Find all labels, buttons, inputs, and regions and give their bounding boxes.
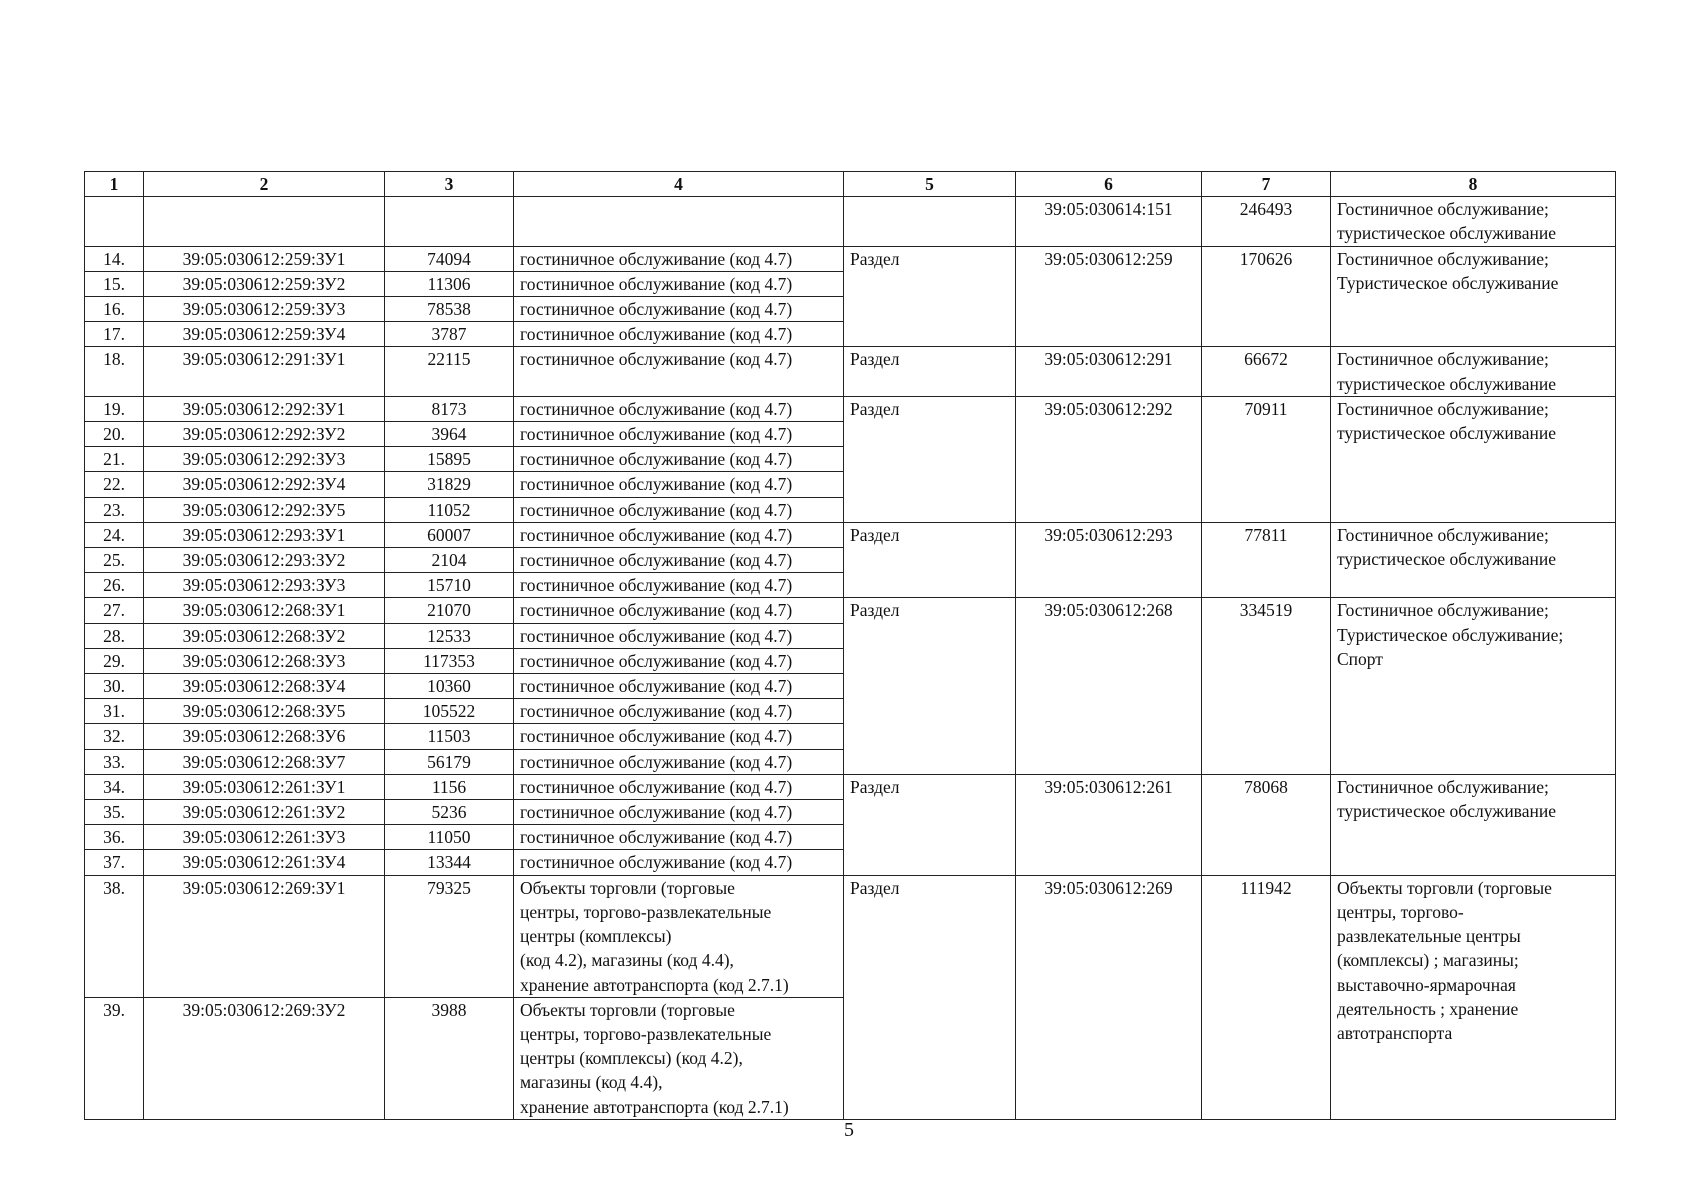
cell-permitted-use [514, 497, 844, 522]
cell-area: 117353 [385, 648, 514, 673]
cell-line: гостиничное обслуживание (код 4.7) [520, 650, 793, 671]
cell-line: гостиничное обслуживание (код 4.7) [520, 474, 793, 495]
cell-row-number: 29. [85, 648, 144, 673]
cell-permitted-use [514, 396, 844, 421]
cell-source-parcel: 39:05:030612:268 [1016, 598, 1202, 774]
cell-permitted-use [514, 850, 844, 875]
cell-row-number: 34. [85, 774, 144, 799]
cell-area [385, 197, 514, 246]
cell-line: гостиничное обслуживание (код 4.7) [520, 625, 793, 646]
table-body [85, 197, 1616, 1120]
cell-line: гостиничное обслуживание (код 4.7) [520, 449, 793, 470]
cell-area: 13344 [385, 850, 514, 875]
cell-row-number: 35. [85, 800, 144, 825]
cell-description [1331, 598, 1616, 774]
cell-plot-id: 39:05:030612:268:ЗУ5 [144, 699, 385, 724]
cell-row-number: 15. [85, 271, 144, 296]
cell-plot-id: 39:05:030612:269:ЗУ1 [144, 875, 385, 997]
cell-area: 22115 [385, 347, 514, 396]
cell-line: гостиничное обслуживание (код 4.7) [520, 726, 793, 747]
cell-row-number: 28. [85, 623, 144, 648]
cell-line: гостиничное обслуживание (код 4.7) [520, 273, 793, 294]
cell-line: Спорт [1337, 648, 1383, 669]
cell-plot-id: 39:05:030612:268:ЗУ4 [144, 674, 385, 699]
table-row [85, 197, 1616, 246]
cell-source-parcel: 39:05:030612:291 [1016, 347, 1202, 396]
cell-line: гостиничное обслуживание (код 4.7) [520, 248, 793, 269]
cell-line: туристическое обслуживание [1337, 373, 1556, 394]
cell-line: гостиничное обслуживание (код 4.7) [520, 676, 793, 697]
cell-permitted-use [514, 297, 844, 322]
cell-area: 105522 [385, 699, 514, 724]
cell-area: 11306 [385, 271, 514, 296]
table-row [85, 396, 1616, 421]
column-header-1: 1 [85, 172, 144, 197]
table-row [85, 774, 1616, 799]
cell-area: 74094 [385, 246, 514, 271]
cell-permitted-use [514, 800, 844, 825]
cell-line: гостиничное обслуживание (код 4.7) [520, 299, 793, 320]
cell-area: 56179 [385, 749, 514, 774]
cell-plot-id: 39:05:030612:292:ЗУ5 [144, 497, 385, 522]
page-number: 5 [844, 1119, 854, 1141]
cell-line: (комплексы) ; магазины; [1337, 950, 1519, 971]
cell-plot-id: 39:05:030612:259:ЗУ3 [144, 297, 385, 322]
cell-source-parcel: 39:05:030612:293 [1016, 522, 1202, 598]
cell-parcel-area: 70911 [1202, 396, 1331, 522]
cell-row-number: 39. [85, 997, 144, 1119]
cell-permitted-use [514, 774, 844, 799]
column-header-4: 4 [514, 172, 844, 197]
cell-line: гостиничное обслуживание (код 4.7) [520, 398, 793, 419]
column-header-2: 2 [144, 172, 385, 197]
cell-line: гостиничное обслуживание (код 4.7) [520, 827, 793, 848]
cell-source-parcel: 39:05:030612:259 [1016, 246, 1202, 347]
cell-line: магазины (код 4.4), [520, 1072, 663, 1093]
cell-line: гостиничное обслуживание (код 4.7) [520, 776, 793, 797]
cell-line: туристическое обслуживание [1337, 423, 1556, 444]
cell-permitted-use [514, 522, 844, 547]
cell-area: 1156 [385, 774, 514, 799]
cell-area: 5236 [385, 800, 514, 825]
document-table [84, 171, 1616, 1120]
table-row [85, 246, 1616, 271]
cell-area: 3787 [385, 322, 514, 347]
cell-line: центры (комплексы) (код 4.2), [520, 1048, 743, 1069]
cell-line: Туристическое обслуживание; [1337, 624, 1564, 645]
table-header-row [85, 172, 1616, 197]
cell-line: деятельность ; хранение [1337, 998, 1519, 1019]
cell-line: гостиничное обслуживание (код 4.7) [520, 324, 793, 345]
cell-permitted-use [514, 347, 844, 396]
cell-plot-id: 39:05:030612:259:ЗУ1 [144, 246, 385, 271]
cell-permitted-use [514, 271, 844, 296]
cell-row-number: 22. [85, 472, 144, 497]
cell-line: хранение автотранспорта (код 2.7.1) [520, 1096, 789, 1117]
cell-area: 11050 [385, 825, 514, 850]
cell-area: 2104 [385, 548, 514, 573]
cell-line: гостиничное обслуживание (код 4.7) [520, 424, 793, 445]
column-header-8: 8 [1331, 172, 1616, 197]
table-row [85, 347, 1616, 396]
cell-area: 21070 [385, 598, 514, 623]
cell-permitted-use [514, 472, 844, 497]
cell-parcel-area: 66672 [1202, 347, 1331, 396]
cell-row-number: 25. [85, 548, 144, 573]
cell-permitted-use [514, 997, 844, 1119]
cell-parcel-area: 78068 [1202, 774, 1331, 875]
cell-line: Гостиничное обслуживание; [1337, 199, 1549, 220]
cell-row-number: 38. [85, 875, 144, 997]
cell-permitted-use [514, 699, 844, 724]
cell-plot-id: 39:05:030612:293:ЗУ2 [144, 548, 385, 573]
cell-line: хранение автотранспорта (код 2.7.1) [520, 974, 789, 995]
cell-row-number [85, 197, 144, 246]
cell-section: Раздел [844, 875, 1016, 1119]
cell-row-number: 36. [85, 825, 144, 850]
cell-description [1331, 522, 1616, 598]
cell-line: Гостиничное обслуживание; [1337, 524, 1549, 545]
cell-area: 60007 [385, 522, 514, 547]
cell-area: 79325 [385, 875, 514, 997]
cell-plot-id: 39:05:030612:259:ЗУ4 [144, 322, 385, 347]
cell-plot-id: 39:05:030612:261:ЗУ4 [144, 850, 385, 875]
cell-description [1331, 875, 1616, 1119]
cell-line: гостиничное обслуживание (код 4.7) [520, 701, 793, 722]
cell-plot-id: 39:05:030612:261:ЗУ3 [144, 825, 385, 850]
cell-area: 78538 [385, 297, 514, 322]
cell-permitted-use [514, 573, 844, 598]
cell-permitted-use [514, 648, 844, 673]
cell-line: развлекательные центры [1337, 926, 1521, 947]
cell-line: гостиничное обслуживание (код 4.7) [520, 349, 793, 370]
cell-area: 11503 [385, 724, 514, 749]
cell-line: Гостиничное обслуживание; [1337, 776, 1549, 797]
cell-area: 12533 [385, 623, 514, 648]
cell-row-number: 17. [85, 322, 144, 347]
cell-description [1331, 347, 1616, 396]
cell-area: 3988 [385, 997, 514, 1119]
cell-line: Объекты торговли (торговые [520, 999, 735, 1020]
cell-row-number: 23. [85, 497, 144, 522]
cell-area: 10360 [385, 674, 514, 699]
cell-permitted-use [514, 322, 844, 347]
cell-plot-id: 39:05:030612:268:ЗУ6 [144, 724, 385, 749]
cell-plot-id: 39:05:030612:261:ЗУ1 [144, 774, 385, 799]
cell-plot-id: 39:05:030612:292:ЗУ2 [144, 422, 385, 447]
cell-description [1331, 197, 1616, 246]
cell-section: Раздел [844, 246, 1016, 347]
cell-plot-id: 39:05:030612:292:ЗУ3 [144, 447, 385, 472]
cell-parcel-area: 334519 [1202, 598, 1331, 774]
cell-row-number: 27. [85, 598, 144, 623]
cell-area: 8173 [385, 396, 514, 421]
cell-row-number: 20. [85, 422, 144, 447]
cell-line: гостиничное обслуживание (код 4.7) [520, 600, 793, 621]
cell-section: Раздел [844, 598, 1016, 774]
cell-line: выставочно-ярмарочная [1337, 974, 1516, 995]
cell-section [844, 197, 1016, 246]
cell-line: туристическое обслуживание [1337, 549, 1556, 570]
cell-permitted-use [514, 724, 844, 749]
cell-plot-id: 39:05:030612:293:ЗУ3 [144, 573, 385, 598]
cell-permitted-use [514, 623, 844, 648]
cell-plot-id: 39:05:030612:268:ЗУ1 [144, 598, 385, 623]
cell-section: Раздел [844, 347, 1016, 396]
cell-line: туристическое обслуживание [1337, 801, 1556, 822]
cell-line: туристическое обслуживание [1337, 223, 1556, 244]
cell-area: 11052 [385, 497, 514, 522]
cell-line: центры (комплексы) [520, 926, 672, 947]
cell-permitted-use [514, 749, 844, 774]
cell-permitted-use [514, 197, 844, 246]
cell-permitted-use [514, 875, 844, 997]
column-header-3: 3 [385, 172, 514, 197]
cell-line: автотранспорта [1337, 1022, 1453, 1043]
cell-parcel-area: 246493 [1202, 197, 1331, 246]
cell-row-number: 18. [85, 347, 144, 396]
column-header-5: 5 [844, 172, 1016, 197]
cell-plot-id: 39:05:030612:268:ЗУ3 [144, 648, 385, 673]
cell-plot-id: 39:05:030612:268:ЗУ7 [144, 749, 385, 774]
cell-permitted-use [514, 447, 844, 472]
cell-plot-id: 39:05:030612:292:ЗУ1 [144, 396, 385, 421]
cell-section: Раздел [844, 774, 1016, 875]
cell-description [1331, 396, 1616, 522]
cell-line: Гостиничное обслуживание; [1337, 600, 1549, 621]
cell-plot-id: 39:05:030612:293:ЗУ1 [144, 522, 385, 547]
cell-permitted-use [514, 598, 844, 623]
cell-line: гостиничное обслуживание (код 4.7) [520, 499, 793, 520]
cell-row-number: 33. [85, 749, 144, 774]
table-row [85, 522, 1616, 547]
cell-area: 15895 [385, 447, 514, 472]
cell-row-number: 26. [85, 573, 144, 598]
cell-line: гостиничное обслуживание (код 4.7) [520, 751, 793, 772]
cell-parcel-area: 77811 [1202, 522, 1331, 598]
cell-row-number: 24. [85, 522, 144, 547]
cell-line: гостиничное обслуживание (код 4.7) [520, 524, 793, 545]
cell-area: 3964 [385, 422, 514, 447]
cell-line: центры, торгово-развлекательные [520, 901, 772, 922]
table-row [85, 875, 1616, 997]
cell-source-parcel: 39:05:030612:292 [1016, 396, 1202, 522]
cell-row-number: 14. [85, 246, 144, 271]
cell-line: Гостиничное обслуживание; [1337, 398, 1549, 419]
cell-plot-id: 39:05:030612:259:ЗУ2 [144, 271, 385, 296]
cell-parcel-area: 111942 [1202, 875, 1331, 1119]
cell-source-parcel: 39:05:030612:261 [1016, 774, 1202, 875]
cell-source-parcel: 39:05:030612:269 [1016, 875, 1202, 1119]
cell-line: Объекты торговли (торговые [1337, 877, 1552, 898]
cell-line: гостиничное обслуживание (код 4.7) [520, 575, 793, 596]
cell-row-number: 31. [85, 699, 144, 724]
cell-permitted-use [514, 674, 844, 699]
table-row [85, 598, 1616, 623]
cell-row-number: 32. [85, 724, 144, 749]
cell-line: Гостиничное обслуживание; [1337, 248, 1549, 269]
cell-line: Туристическое обслуживание [1337, 272, 1559, 293]
cell-source-parcel: 39:05:030614:151 [1016, 197, 1202, 246]
cell-line: центры, торгово-развлекательные [520, 1023, 772, 1044]
cell-line: гостиничное обслуживание (код 4.7) [520, 852, 793, 873]
cell-line: центры, торгово- [1337, 901, 1464, 922]
cell-section: Раздел [844, 396, 1016, 522]
cell-parcel-area: 170626 [1202, 246, 1331, 347]
cell-plot-id: 39:05:030612:261:ЗУ2 [144, 800, 385, 825]
cell-plot-id: 39:05:030612:291:ЗУ1 [144, 347, 385, 396]
cell-row-number: 19. [85, 396, 144, 421]
cell-line: гостиничное обслуживание (код 4.7) [520, 550, 793, 571]
cell-permitted-use [514, 246, 844, 271]
column-header-6: 6 [1016, 172, 1202, 197]
cell-row-number: 37. [85, 850, 144, 875]
cell-description [1331, 774, 1616, 875]
cell-plot-id: 39:05:030612:292:ЗУ4 [144, 472, 385, 497]
cell-area: 31829 [385, 472, 514, 497]
cell-row-number: 16. [85, 297, 144, 322]
column-header-7: 7 [1202, 172, 1331, 197]
cell-line: Гостиничное обслуживание; [1337, 349, 1549, 370]
cell-permitted-use [514, 422, 844, 447]
cell-line: гостиничное обслуживание (код 4.7) [520, 802, 793, 823]
cell-line: (код 4.2), магазины (код 4.4), [520, 950, 734, 971]
cell-line: Объекты торговли (торговые [520, 877, 735, 898]
cell-row-number: 21. [85, 447, 144, 472]
cell-plot-id: 39:05:030612:268:ЗУ2 [144, 623, 385, 648]
cell-permitted-use [514, 825, 844, 850]
cell-plot-id [144, 197, 385, 246]
cell-plot-id: 39:05:030612:269:ЗУ2 [144, 997, 385, 1119]
cell-row-number: 30. [85, 674, 144, 699]
cell-section: Раздел [844, 522, 1016, 598]
cell-area: 15710 [385, 573, 514, 598]
cell-permitted-use [514, 548, 844, 573]
cell-description [1331, 246, 1616, 347]
